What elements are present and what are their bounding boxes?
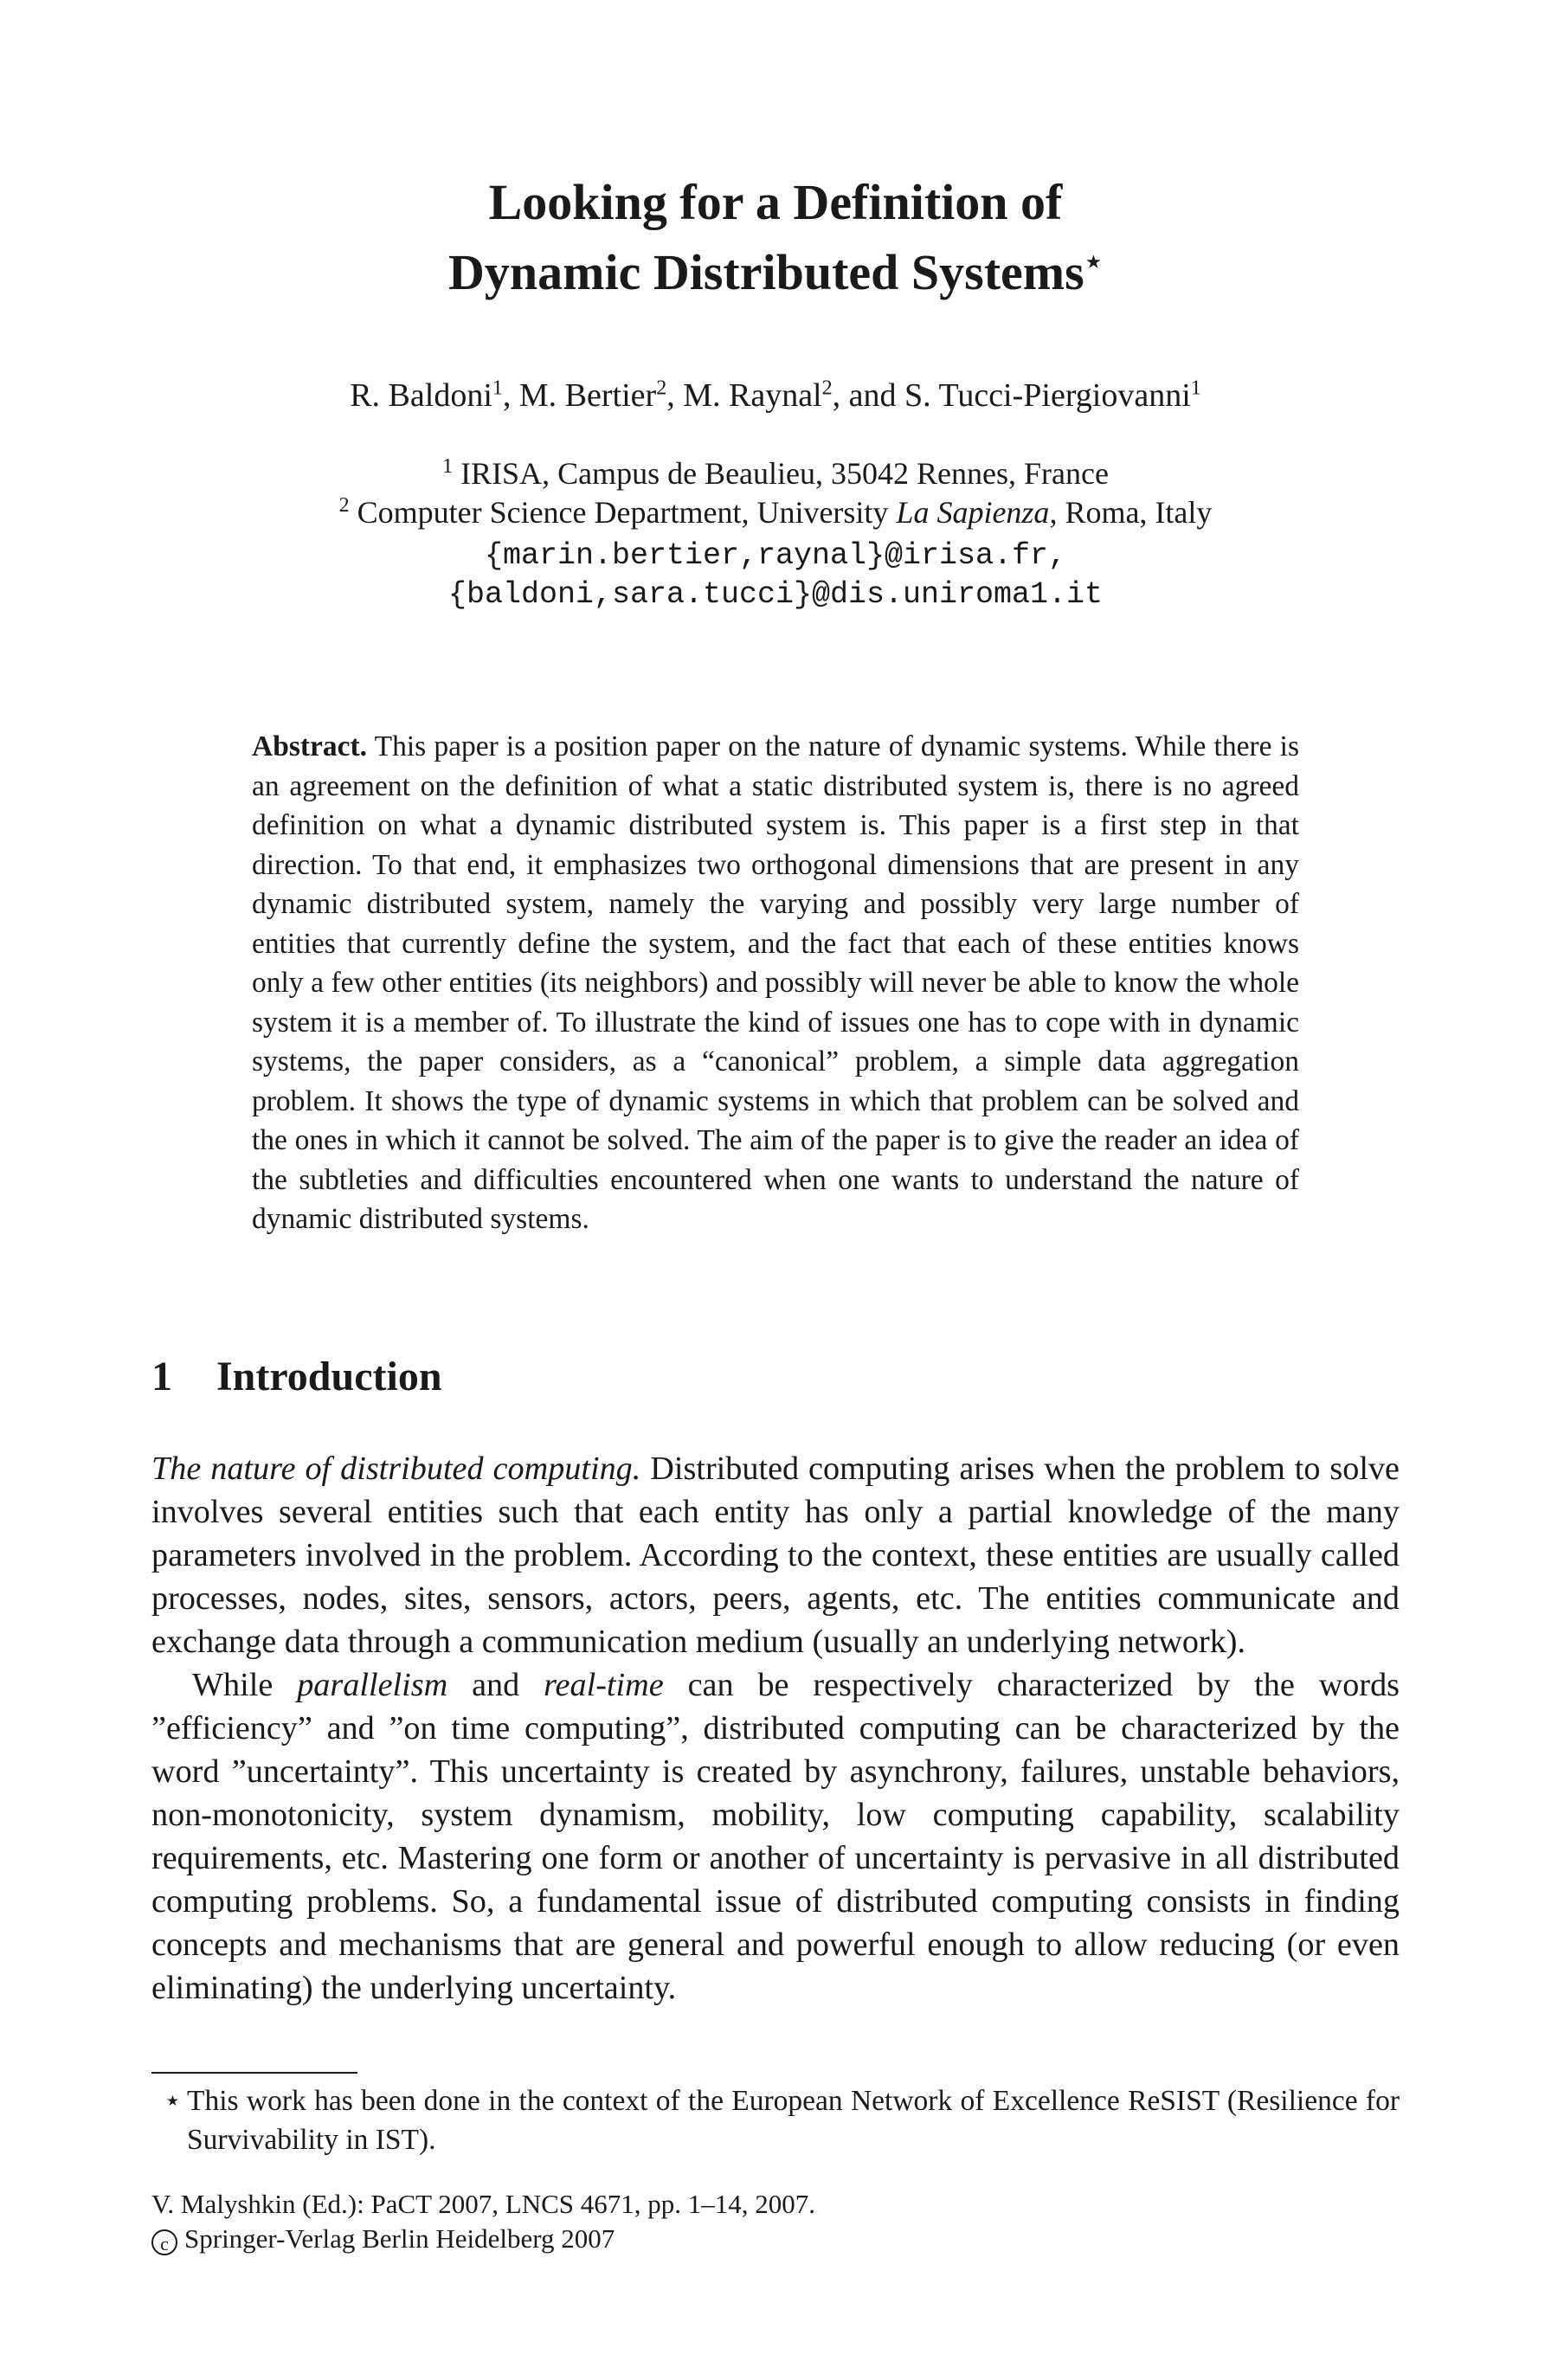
email-line-2: {baldoni,sara.tucci}@dis.uniroma1.it	[447, 577, 1104, 612]
abstract	[252, 727, 1299, 1239]
author-bertier: M. Bertier	[518, 377, 657, 414]
affiliation-1-mark: 1	[442, 455, 454, 478]
affiliation-2-mark: 2	[338, 494, 350, 517]
copyright-text: Springer-Verlag Berlin Heidelberg 2007	[184, 2223, 615, 2254]
affiliation-1	[0, 453, 1551, 494]
paragraph-1	[151, 1447, 1400, 1663]
paragraph-2-c: can be respectively characterized by the words ”efficiency” and ”on time computing”, distributed computing can be characterized by the word ”uncertainty”. This uncertainty is created by asynchrony, failures, unstable behaviors, non-monotonicity, system dynamism, mobility, low computing capability, scalability requirements, etc. Mastering one form or another of uncertainty is pervasive in all distributed computing problems. So, a fundamental issue of distributed computing consists in finding concepts and mechanisms that are general and powerful enough to allow reducing (or even eliminating) the underlying uncertainty.	[151, 1667, 1400, 2006]
title-line-1: Looking for a Definition of	[488, 174, 1063, 230]
author-baldoni: R. Baldoni	[350, 377, 492, 414]
paper-title	[0, 167, 1551, 307]
affiliation-2-pre: Computer Science Department, University	[357, 495, 889, 530]
author-tucci-affil: 1	[1190, 376, 1201, 400]
email-line-1: {marin.bertier,raynal}@irisa.fr,	[484, 538, 1067, 573]
paragraph-2	[151, 1663, 1400, 2010]
affiliation-2	[0, 492, 1551, 533]
body-text	[151, 1447, 1400, 2010]
title-line-2	[0, 237, 1551, 307]
author-and: and	[848, 377, 897, 414]
abstract-label: Abstract.	[252, 730, 368, 762]
author-raynal-affil: 2	[821, 376, 833, 400]
footnote-text: This work has been done in the context of the European Network of Excellence ReSIST (Resilience for Survivability in IST).	[187, 2085, 1400, 2156]
publication-citation: V. Malyshkin (Ed.): PaCT 2007, LNCS 4671, pp. 1–14, 2007.	[151, 2189, 815, 2219]
paragraph-1-text: Distributed computing arises when the problem to solve involves several entities such that each entity has only a partial knowledge of the many parameters involved in the problem. According to the context, these entities are usually called processes, nodes, sites, sensors, actors, peers, agents, etc. The entities communicate and exchange data through a communication medium (usually an underlying network).	[151, 1451, 1400, 1660]
paragraph-1-heading: The nature of distributed computing.	[151, 1451, 641, 1487]
section-heading	[151, 1349, 442, 1405]
author-list: R. Baldoni$^1$, M. Bertier$^2$, M. Raynal$^2$, and S. Tucci-Piergiovanni$^1$	[350, 376, 1201, 414]
footnote-rule	[151, 2072, 357, 2074]
copyright-icon: c	[151, 2229, 177, 2255]
publication-info	[151, 2187, 815, 2256]
paragraph-2-a: While	[192, 1667, 274, 1703]
publication-copyright	[151, 2222, 815, 2256]
author-bertier-affil: 2	[656, 376, 667, 400]
paragraph-2-b: and	[472, 1667, 520, 1703]
title-line-2-text: Dynamic Distributed Systems	[448, 244, 1084, 300]
footnote-star: ⋆	[164, 2085, 182, 2117]
paragraph-2-real-time: real-time	[544, 1667, 664, 1703]
author-baldoni-affil: 1	[492, 376, 503, 400]
author-tucci: S. Tucci-Piergiovanni	[904, 377, 1191, 414]
section-title: Introduction	[216, 1354, 442, 1399]
paragraph-2-parallelism: parallelism	[297, 1667, 448, 1703]
title-footnote-star: ⋆	[1084, 246, 1103, 279]
affiliation-2-university: La Sapienza	[896, 495, 1050, 530]
footnote	[151, 2081, 1400, 2159]
section-number: 1	[151, 1354, 172, 1399]
affiliation-2-post: , Roma, Italy	[1049, 495, 1213, 530]
abstract-text: This paper is a position paper on the nature of dynamic systems. While there is an agreement on the definition of what a static distributed system is, there is no agreed definition on what a dynamic distributed system is. This paper is a first step in that direction. To that end, it emphasizes two orthogonal dimensions that are present in any dynamic distributed system, namely the varying and possibly very large number of entities that currently define the system, and the fact that each of these entities knows only a few other entities (its neighbors) and possibly will never be able to know the whole system it is a member of. To illustrate the kind of issues one has to cope with in dynamic systems, the paper considers, as a “canonical” problem, a simple data aggregation problem. It shows the type of dynamic systems in which that problem can be solved and the ones in which it cannot be solved. The aim of the paper is to give the reader an idea of the subtleties and difficulties encountered when one wants to understand the nature of dynamic distributed systems.	[252, 730, 1299, 1235]
affiliation-1-text: IRISA, Campus de Beaulieu, 35042 Rennes, France	[460, 456, 1109, 491]
author-raynal: M. Raynal	[683, 377, 822, 414]
